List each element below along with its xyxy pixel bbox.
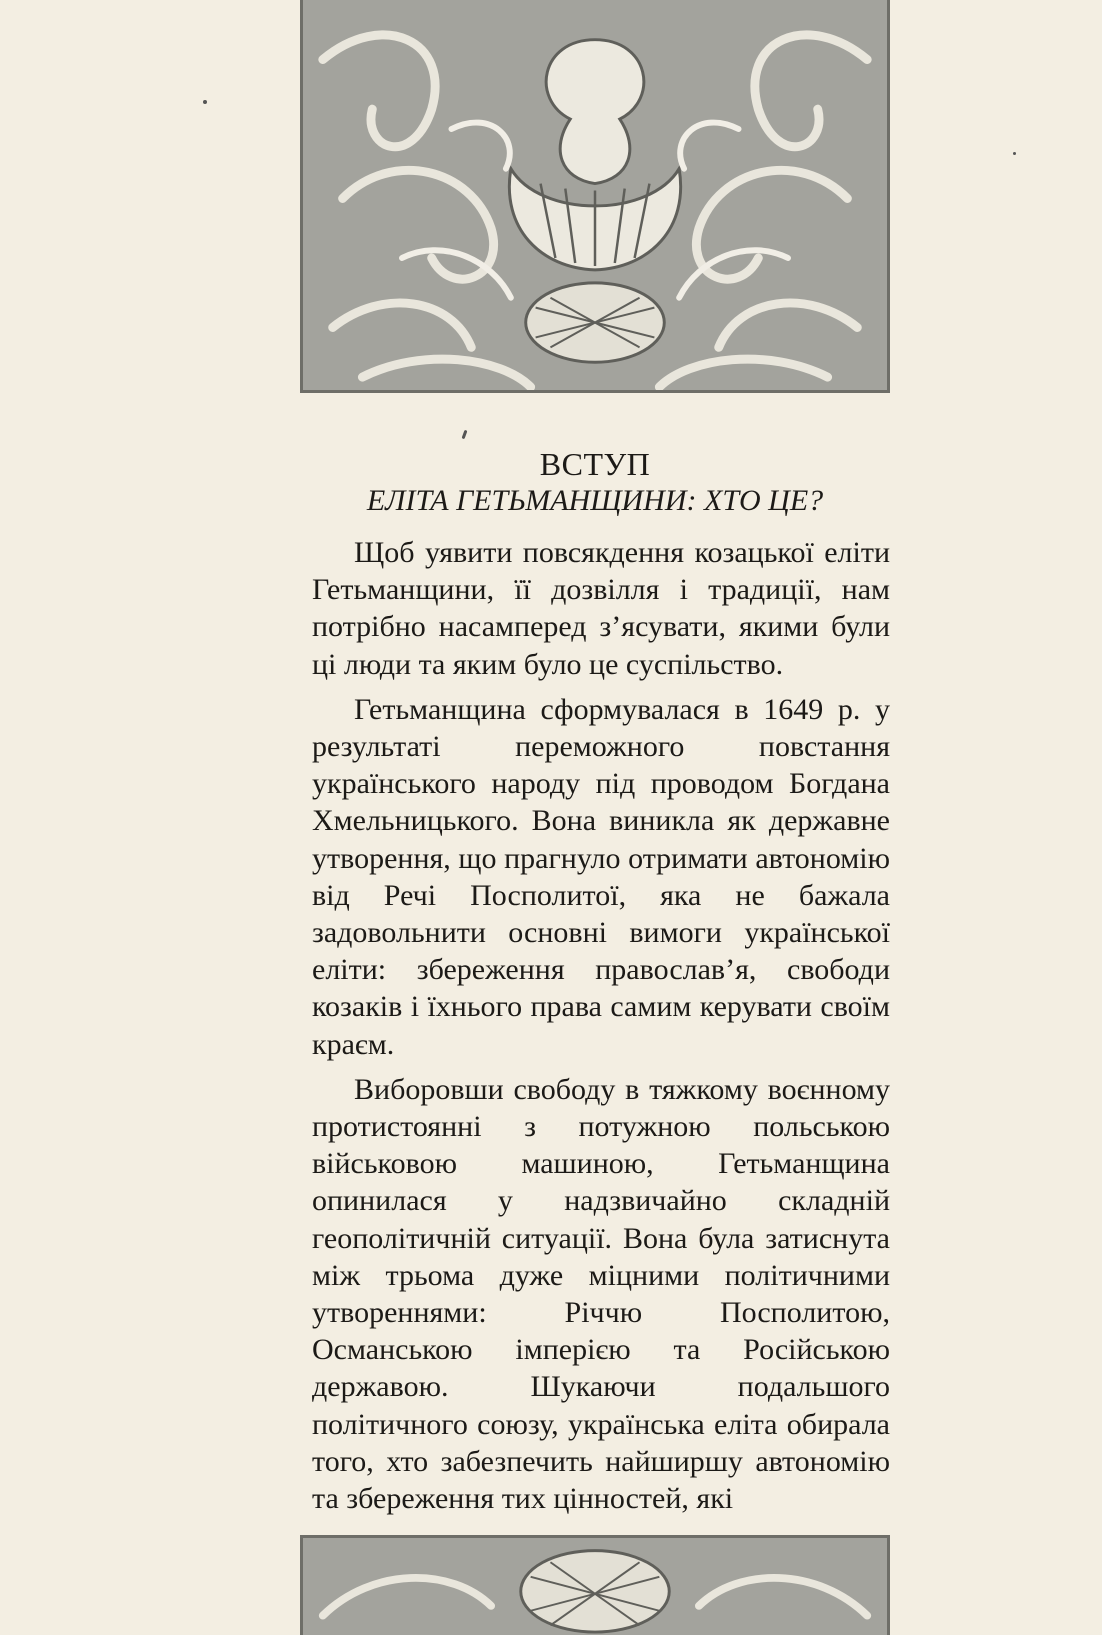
top-ornament-illustration xyxy=(300,0,890,393)
chapter-subtitle: ЕЛІТА ГЕТЬМАНЩИНИ: ХТО ЦЕ? xyxy=(366,484,824,517)
print-speck xyxy=(1013,152,1016,155)
print-speck xyxy=(462,430,468,439)
bottom-ornament-illustration xyxy=(300,1535,890,1635)
print-speck xyxy=(203,100,207,104)
chapter-label: ВСТУП xyxy=(539,446,651,482)
paragraph: Виборовши свободу в тяжкому воєнному протистоянні з потужною польською військовою машиною, Гетьманщина опинилася у надзвичайно складній геополітичній ситуації. Вона була затиснута між трьома дуже міцними політичними утвореннями: Річчю Посполитою, Османською імперією та Російською державою. Шукаючи подальшого політичного союзу, українська еліта обирала того, хто забезпечить найширшу автономію та збереження тих цінностей, які xyxy=(312,1072,890,1516)
body-text xyxy=(312,534,890,1517)
paragraph: Щоб уявити повсякдення козацької еліти Гетьманщини, її дозвілля і традиції, нам потрібно насамперед з’ясувати, якими були ці люди та яким було це суспільство. xyxy=(312,536,890,681)
paragraph: Гетьманщина сформувалася в 1649 р. у результаті переможного повстання українського народу під проводом Богдана Хмельницького. Вона виникла як державне утворення, що прагнуло отримати автономію від Речі Посполитої, яка не бажала задовольнити основні вимоги української еліти: збереження православ’я, свободи козаків і їхнього права самим керувати своїм краєм. xyxy=(312,692,890,1061)
